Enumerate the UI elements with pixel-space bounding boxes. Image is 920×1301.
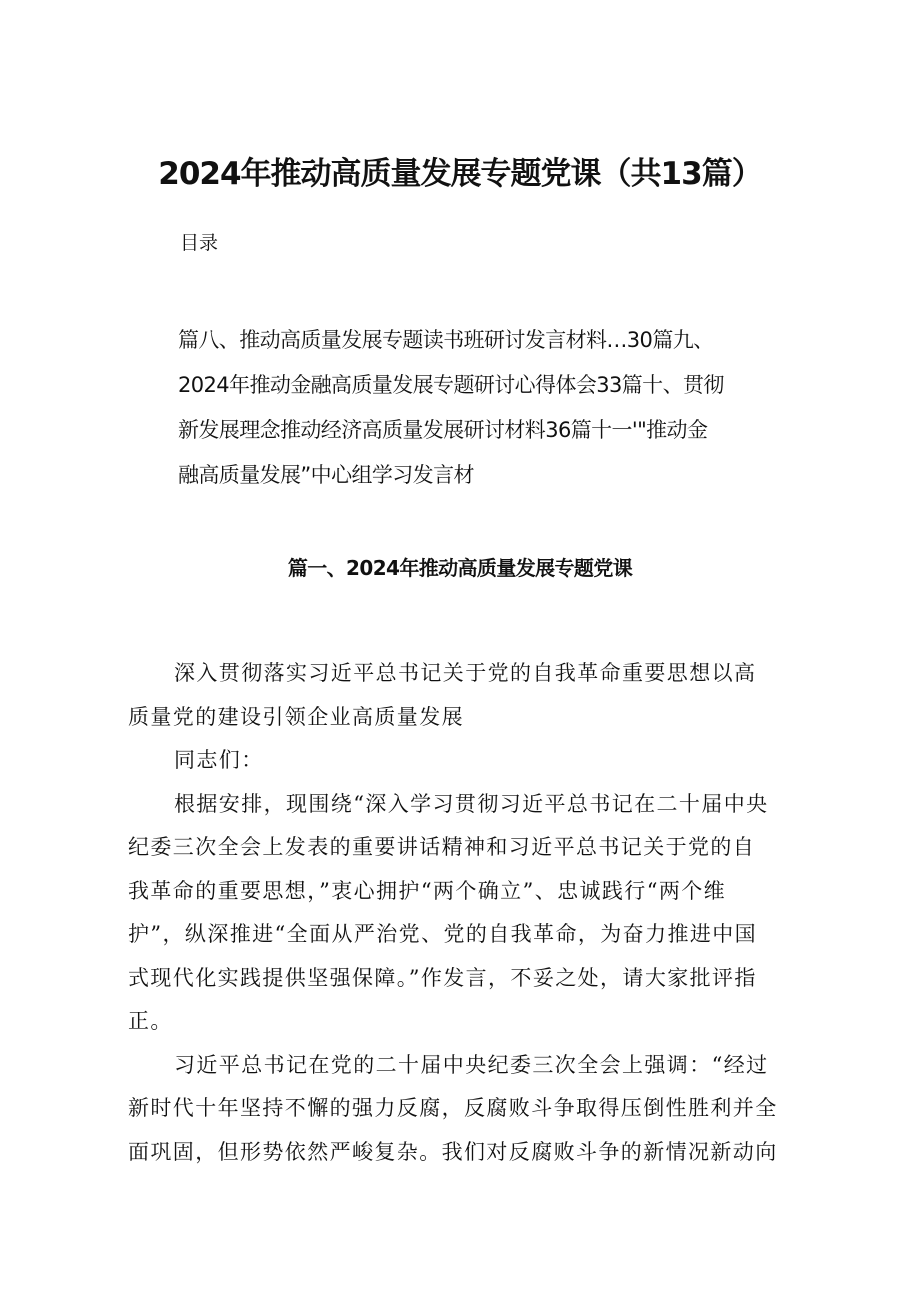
body-text (128, 652, 800, 1174)
document-title: 2024年推动高质量发展专题党课（共13篇） (158, 156, 762, 192)
body-line: 纪委三次全会上发表的重要讲话精神和习近平总书记关于党的自 (128, 835, 756, 859)
body-line: 习近平总书记在党的二十届中央纪委三次全会上强调：“经过 (174, 1052, 769, 1077)
body-line: 质量党的建设引领企业高质量发展 (128, 704, 464, 729)
body-line: 正。 (128, 1009, 173, 1033)
toc-line: 新发展理念推动经济高质量发展研讨材料36篇十一'"推动金 (178, 418, 708, 442)
section-heading: 篇一、2024年推动高质量发展专题党课 (287, 556, 633, 580)
toc-label: 目录 (180, 232, 219, 254)
toc-line: 篇八、推动高质量发展专题读书班研讨发言材料…30篇九、 (178, 328, 714, 352)
table-of-contents (178, 318, 803, 498)
body-line: 式现代化实践提供坚强保障。”作发言，不妥之处，请大家批评指 (128, 965, 757, 990)
toc-line: 2024年推动金融高质量发展专题研讨心得体会33篇十、贯彻 (178, 373, 724, 397)
toc-line: 融高质量发展”中心组学习发言材 (178, 463, 474, 487)
body-line: 根据安排，现围绕“深入学习贯彻习近平总书记在二十届中央 (174, 791, 769, 816)
body-line: 面巩固，但形势依然严峻复杂。我们对反腐败斗争的新情况新动向 (128, 1139, 778, 1164)
body-line: 我革命的重要思想，”衷心拥护“两个确立”、忠诚践行“两个维 (128, 878, 727, 903)
body-line: 深入贯彻落实习近平总书记关于党的自我革命重要思想以高 (174, 661, 757, 685)
body-line: 同志们： (174, 748, 264, 772)
body-line: 新时代十年坚持不懈的强力反腐，反腐败斗争取得压倒性胜利并全 (128, 1096, 778, 1120)
body-line: 护”，纵深推进“全面从严治党、党的自我革命，为奋力推进中国 (128, 922, 758, 946)
